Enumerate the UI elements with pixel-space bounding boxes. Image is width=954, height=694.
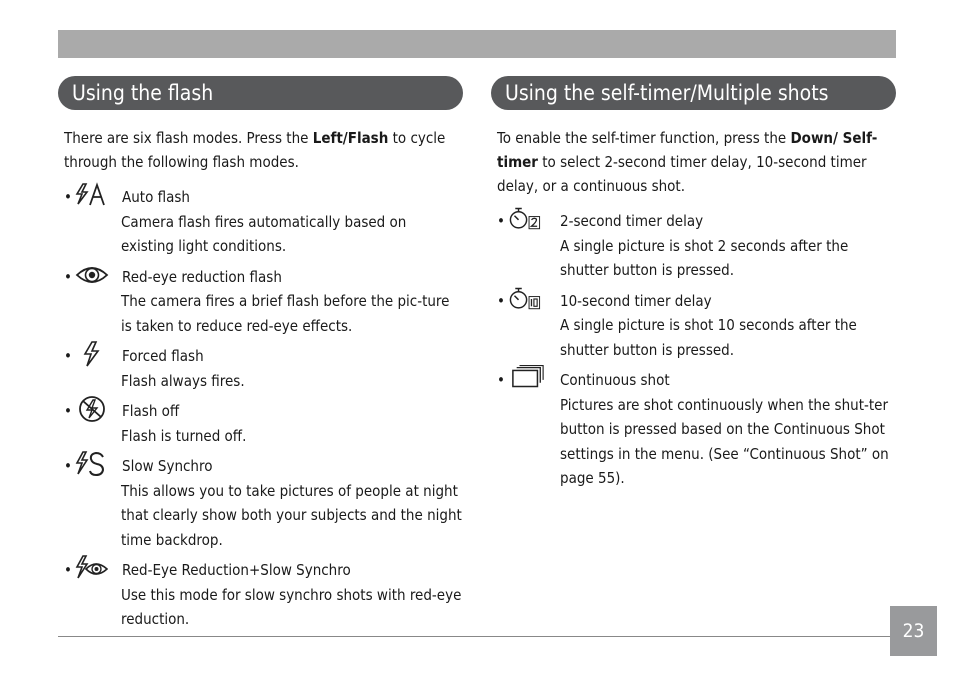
self-timer-intro [497, 126, 889, 198]
list-item [58, 185, 463, 259]
bullet: • [64, 188, 72, 206]
auto-flash-icon [74, 181, 108, 209]
section-title-flash: Using the flash [58, 76, 463, 110]
intro-text: To enable the self-timer function, press the [497, 129, 791, 147]
red-eye-slow-synchro-icon [74, 554, 108, 582]
intro-key-name: Down/ Self-timer [497, 129, 878, 171]
flash-section [58, 76, 463, 632]
header-bar [58, 30, 896, 58]
list-item [58, 344, 463, 393]
list-item [58, 265, 463, 339]
bullet: • [497, 371, 505, 389]
flash-intro [64, 126, 456, 174]
footer-divider [58, 636, 890, 637]
item-title: Red-Eye Reduction+Slow Synchro [122, 561, 351, 579]
forced-flash-icon [78, 340, 112, 368]
item-description: Flash always fires. [121, 371, 245, 390]
bullet: • [497, 212, 505, 230]
item-description: Pictures are shot continuously when the shut-ter button is pressed based on the Continuous Shot settings in the menu. (See “Continuous Shot” on page 55). [560, 395, 889, 487]
item-description: Use this mode for slow synchro shots with red-eye reduction. [121, 585, 462, 628]
item-description: The camera fires a brief flash before the pic-ture is taken to reduce red-eye effects. [121, 292, 450, 335]
item-title: 10-second timer delay [560, 291, 712, 310]
list-item [491, 209, 896, 283]
bullet: • [64, 267, 72, 286]
page-number: 23 [890, 606, 937, 656]
bullet: • [497, 291, 505, 310]
bullet: • [64, 402, 72, 420]
bullet: • [64, 457, 72, 475]
continuous-shot-icon [511, 364, 545, 392]
self-timer-2s-icon [508, 205, 542, 233]
item-title: Red-eye reduction flash [122, 267, 282, 286]
item-title: Forced flash [122, 347, 204, 365]
list-item [491, 368, 896, 491]
list-item [491, 289, 896, 363]
item-description: Camera flash fires automatically based on existing light conditions. [121, 212, 407, 255]
bullet: • [64, 347, 72, 365]
bullet: • [64, 561, 72, 579]
intro-text: There are six flash modes. Press the [64, 129, 313, 147]
item-description: A single picture is shot 2 seconds after the shutter button is pressed. [560, 236, 849, 279]
list-item [58, 454, 463, 552]
self-timer-section [491, 76, 896, 491]
intro-text-end: to select 2-second timer delay, 10-second timer delay, or a continuous shot. [497, 153, 867, 195]
item-description: Flash is turned off. [121, 426, 247, 445]
section-title-self-timer: Using the self-timer/Multiple shots [491, 76, 896, 110]
self-timer-10s-icon [508, 285, 542, 313]
list-item [58, 558, 463, 632]
red-eye-reduction-icon [75, 261, 109, 289]
intro-text-end: to cycle through the following flash modes. [64, 129, 446, 171]
intro-key-name: Left/Flash [312, 129, 389, 147]
item-title: Slow Synchro [122, 457, 213, 475]
item-title: Flash off [122, 402, 180, 420]
slow-synchro-icon [74, 450, 108, 478]
item-title: Continuous shot [560, 371, 670, 389]
list-item [58, 399, 463, 448]
item-description: A single picture is shot 10 seconds after the shutter button is pressed. [560, 316, 857, 359]
flash-off-icon [75, 395, 109, 423]
item-description: This allows you to take pictures of people at night that clearly show both your subjects and the night time backdrop. [121, 481, 462, 549]
item-title: Auto flash [122, 188, 190, 206]
item-title: 2-second timer delay [560, 212, 704, 230]
